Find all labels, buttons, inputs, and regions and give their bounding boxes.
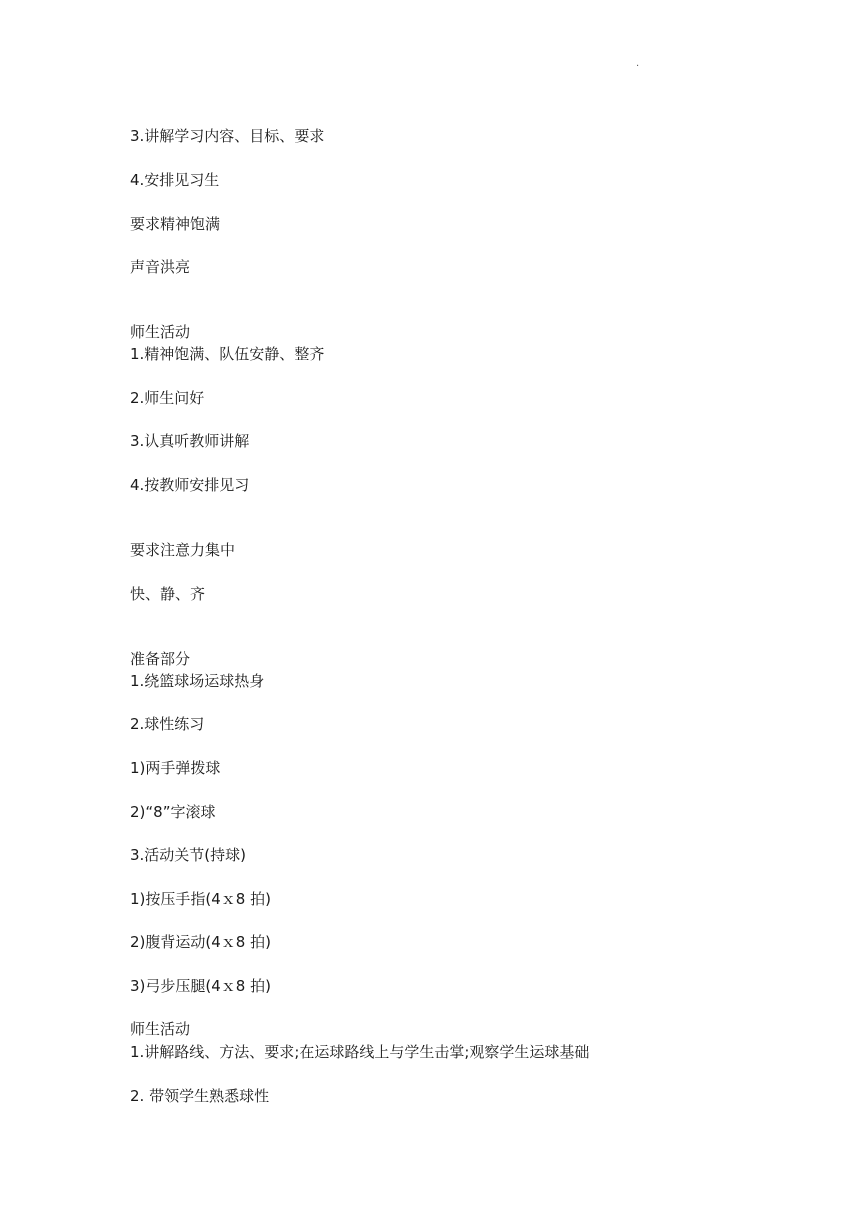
text-line: 2. 带领学生熟悉球性: [130, 1087, 270, 1105]
text-line: 3.认真听教师讲解: [130, 432, 250, 450]
text-line: 2)“8”字滚球: [130, 803, 216, 821]
text-line: 1.讲解路线、方法、要求;在运球路线上与学生击掌;观察学生运球基础: [130, 1043, 590, 1061]
text-line: 1.精神饱满、队伍安静、整齐: [130, 345, 325, 363]
text-line: 3.讲解学习内容、目标、要求: [130, 127, 325, 145]
text-line: 快、静、齐: [130, 585, 206, 603]
section-heading: 师生活动: [130, 1020, 191, 1038]
text-line: 3)弓步压腿(4ｘ8 拍): [130, 977, 271, 995]
section-heading: 准备部分: [130, 650, 191, 668]
text-line: 1)两手弹拨球: [130, 759, 221, 777]
text-line: 2.师生问好: [130, 389, 205, 407]
text-line: 4.安排见习生: [130, 171, 220, 189]
text-line: 要求注意力集中: [130, 541, 236, 559]
text-line: 4.按教师安排见习: [130, 476, 250, 494]
section-heading: 师生活动: [130, 323, 191, 341]
text-line: 3.活动关节(持球): [130, 846, 247, 864]
text-line: 声音洪亮: [130, 258, 191, 276]
header-dot-mark: .: [636, 58, 640, 69]
text-line: 2)腹背运动(4ｘ8 拍): [130, 933, 271, 951]
text-line: 要求精神饱满: [130, 215, 221, 233]
text-line: 1)按压手指(4ｘ8 拍): [130, 890, 271, 908]
text-line: 1.绕篮球场运球热身: [130, 672, 265, 690]
text-line: 2.球性练习: [130, 715, 205, 733]
